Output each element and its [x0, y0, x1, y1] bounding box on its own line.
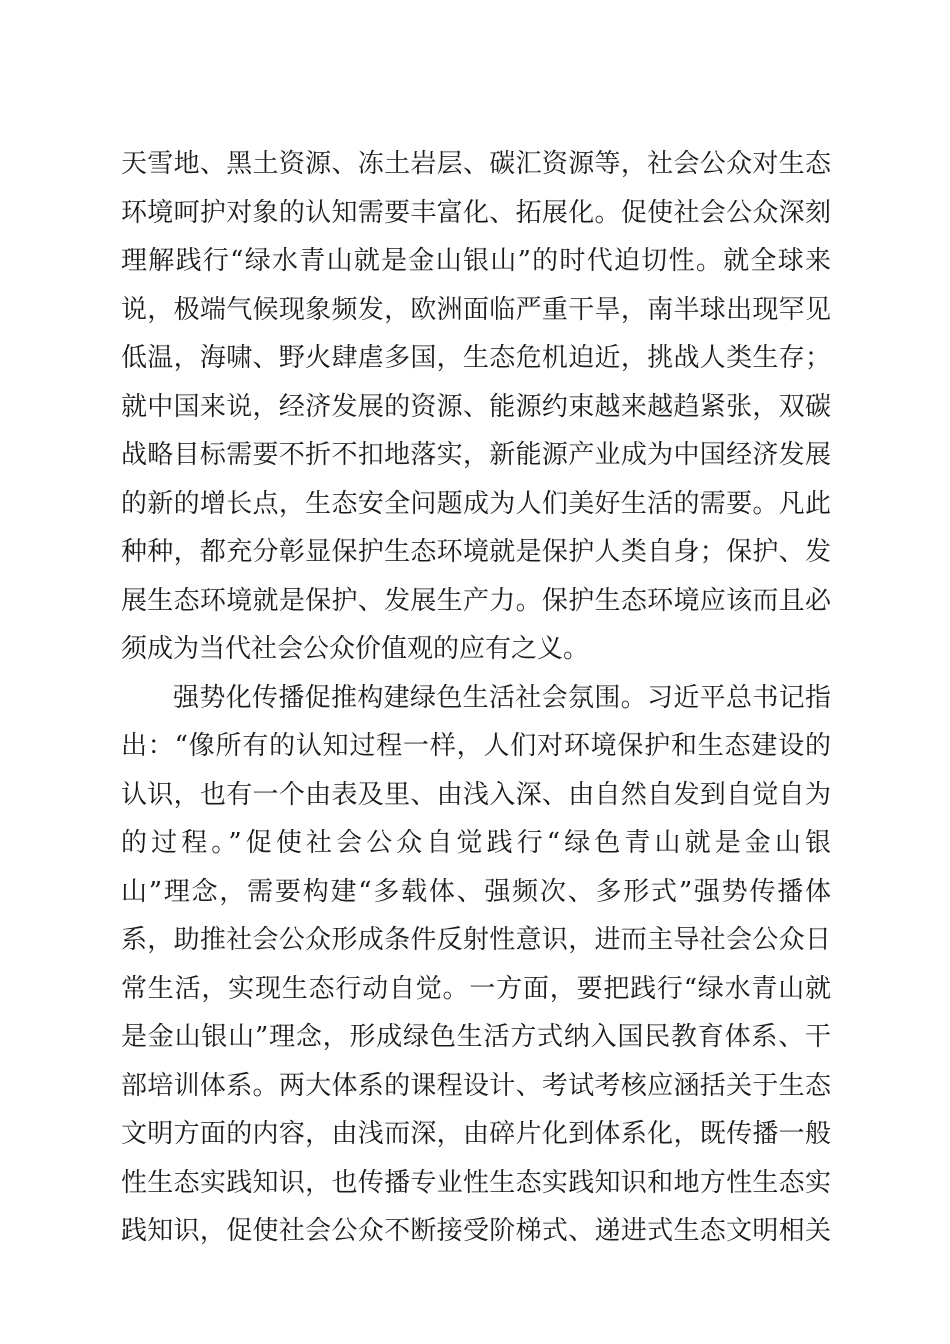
text-line: 就中国来说，经济发展的资源、能源约束越来越趋紧张，双碳 [121, 391, 831, 422]
text-line: 天雪地、黑土资源、冻土岩层、碳汇资源等，社会公众对生态 [121, 149, 831, 179]
text-line: 认识，也有一个由表及里、由浅入深、由自然自发到自觉自为 [121, 779, 831, 810]
text-line: 是金山银山”理念，形成绿色生活方式纳入国民教育体系、干 [121, 1022, 831, 1052]
text-line: 系，助推社会公众形成条件反射性意识，进而主导社会公众日 [121, 925, 831, 955]
text-line: 环境呵护对象的认知需要丰富化、拓展化。促使社会公众深刻 [121, 197, 831, 228]
text-line: 种种，都充分彰显保护生态环境就是保护人类自身；保护、发 [121, 537, 831, 567]
paragraph-1 [121, 140, 831, 674]
body-text [121, 140, 831, 1256]
text-line: 常生活，实现生态行动自觉。一方面，要把践行“绿水青山就 [121, 973, 831, 1004]
text-line: 说，极端气候现象频发，欧洲面临严重干旱，南半球出现罕见 [121, 294, 831, 325]
text-line: 文明方面的内容，由浅而深，由碎片化到体系化，既传播一般 [121, 1119, 831, 1149]
text-line: 部培训体系。两大体系的课程设计、考试考核应涵括关于生态 [121, 1070, 831, 1101]
text-line: 性生态实践知识，也传播专业性生态实践知识和地方性生态实 [121, 1167, 831, 1198]
text-line: 理解践行“绿水青山就是金山银山”的时代迫切性。就全球来 [121, 246, 831, 276]
paragraph-2 [121, 674, 831, 1256]
text-line: 山”理念，需要构建“多载体、强频次、多形式”强势传播体 [121, 876, 831, 907]
text-line: 践知识，促使社会公众不断接受阶梯式、递进式生态文明相关 [121, 1216, 831, 1246]
text-line: 战略目标需要不折不扣地落实，新能源产业成为中国经济发展 [121, 440, 831, 470]
text-line: 出：“像所有的认知过程一样，人们对环境保护和生态建设的 [121, 731, 831, 761]
text-line: 强势化传播促推构建绿色生活社会氛围。习近平总书记指 [173, 682, 831, 713]
text-line: 低温，海啸、野火肆虐多国，生态危机迫近，挑战人类生存； [121, 343, 831, 373]
text-line: 展生态环境就是保护、发展生产力。保护生态环境应该而且必 [121, 585, 831, 616]
text-line: 须成为当代社会公众价值观的应有之义。 [121, 634, 590, 664]
text-line: 的新的增长点，生态安全问题成为人们美好生活的需要。凡此 [121, 488, 831, 519]
text-line: 的过程。”促使社会公众自觉践行“绿色青山就是金山银 [121, 828, 831, 858]
